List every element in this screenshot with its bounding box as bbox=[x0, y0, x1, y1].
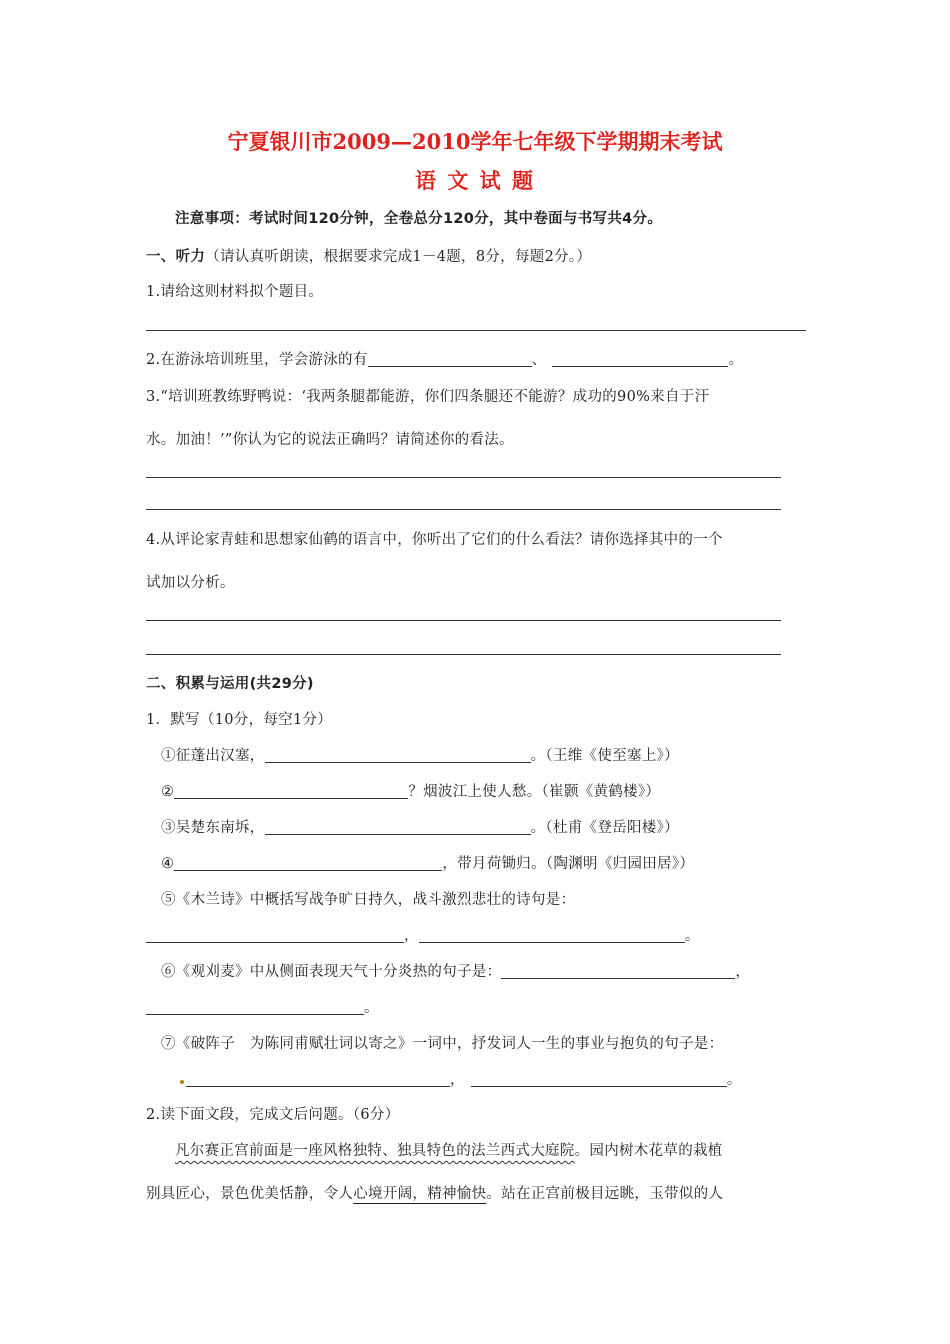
q2-end: 。 bbox=[728, 352, 744, 368]
item4-blank[interactable] bbox=[174, 856, 442, 871]
answer-line-q3-2[interactable] bbox=[146, 509, 781, 510]
question-4-line2: 试加以分析。 bbox=[146, 575, 235, 591]
passage-line-1 bbox=[175, 1139, 723, 1160]
answer-line-q4-2[interactable] bbox=[146, 654, 781, 655]
item7-blank-1[interactable] bbox=[186, 1072, 450, 1087]
item1-source: 。（王维《使至塞上》） bbox=[530, 748, 679, 764]
item5-blank-1[interactable] bbox=[146, 928, 404, 943]
reading-question-title: 2.读下面文段，完成文后问题。（6分） bbox=[146, 1107, 400, 1123]
dictation-title: 1．默写（10分，每空1分） bbox=[146, 712, 333, 728]
item2-num: ② bbox=[161, 784, 175, 800]
item7-sep: ， bbox=[450, 1072, 465, 1088]
dictation-item-2 bbox=[161, 780, 660, 801]
item1-text: ①征蓬出汉塞， bbox=[161, 748, 265, 764]
notice-label: 注意事项： bbox=[175, 211, 249, 227]
passage-line2-start: 别具匠心，景色优美恬静，令人 bbox=[146, 1186, 354, 1202]
item6-sep: ， bbox=[735, 964, 751, 980]
dictation-item-4 bbox=[161, 852, 694, 873]
passage-underlined-phrase: 心境开阔，精神愉快 bbox=[353, 1186, 487, 1202]
item7-blank-2[interactable] bbox=[471, 1072, 727, 1087]
section1-heading-line bbox=[146, 245, 591, 266]
item2-blank[interactable] bbox=[174, 784, 408, 799]
passage-line-2 bbox=[146, 1182, 723, 1203]
dictation-item-7: ⑦《破阵子 为陈同甫赋壮词以寄之》一词中，抒发词人一生的事业与抱负的句子是： bbox=[161, 1036, 724, 1052]
dictation-item-3 bbox=[161, 816, 679, 837]
item3-source: 。（杜甫《登岳阳楼》） bbox=[530, 820, 679, 836]
section1-note: （请认真听朗读，根据要求完成1－4题，8分，每题2分。） bbox=[205, 249, 592, 265]
ink-dot-mark bbox=[180, 1080, 184, 1084]
item6-blank-1[interactable] bbox=[501, 964, 735, 979]
q2-blank-1[interactable] bbox=[368, 352, 532, 367]
section1-heading: 一、听力 bbox=[146, 249, 206, 265]
question-3-line2: 水。加油！’”你认为它的说法正确吗？请简述你的看法。 bbox=[146, 432, 514, 448]
question-2 bbox=[146, 348, 743, 369]
dictation-item-1 bbox=[161, 744, 679, 765]
exam-title: 宁夏银川市2009—2010学年七年级下学期期末考试 bbox=[227, 129, 723, 154]
question-4-line1: 4.从评论家青蛙和思想家仙鹤的语言中，你听出了它们的什么看法？请你选择其中的一个 bbox=[146, 532, 723, 548]
item4-num: ④ bbox=[161, 856, 175, 872]
item5-sep: ， bbox=[404, 928, 419, 944]
item1-blank[interactable] bbox=[265, 748, 531, 763]
item7-end: 。 bbox=[726, 1072, 742, 1088]
item6-blank-2[interactable] bbox=[146, 1000, 364, 1015]
answer-line-q4-1[interactable] bbox=[146, 620, 781, 621]
notice bbox=[175, 207, 662, 228]
item5-blank-2[interactable] bbox=[419, 928, 685, 943]
item7-answer-line bbox=[180, 1068, 742, 1089]
item3-text: ③吴楚东南坼， bbox=[161, 820, 265, 836]
item6-end: 。 bbox=[364, 1000, 379, 1016]
answer-line-q1[interactable] bbox=[146, 330, 806, 331]
dictation-item-6 bbox=[161, 960, 750, 981]
question-1: 1.请给这则材料拟个题目。 bbox=[146, 284, 324, 300]
item4-source: ，带月荷锄归。（陶渊明《归园田居》） bbox=[442, 856, 695, 872]
item2-source: ？烟波江上使人愁。（崔颢《黄鹤楼》） bbox=[408, 784, 661, 800]
item6-answer-line bbox=[146, 996, 379, 1017]
question-3-line1: 3.“培训班教练野鸭说：‘我两条腿都能游，你们四条腿还不能游？成功的90%来自于汗 bbox=[146, 389, 710, 405]
q2-blank-2[interactable] bbox=[552, 352, 728, 367]
dictation-item-5: ⑤《木兰诗》中概括写战争旷日持久，战斗激烈悲壮的诗句是： bbox=[161, 892, 576, 908]
exam-subtitle: 语 文 试 题 bbox=[415, 168, 535, 193]
passage-wavy-sentence: 凡尔赛正宫前面是一座风格独特、独具特色的法兰西式大庭院 bbox=[175, 1143, 575, 1159]
passage-line2-rest: 。站在正宫前极目远眺，玉带似的人 bbox=[486, 1186, 724, 1202]
answer-line-q3-1[interactable] bbox=[146, 477, 781, 478]
item3-blank[interactable] bbox=[265, 820, 531, 835]
passage-line1-rest: 。园内树木花草的栽植 bbox=[574, 1143, 723, 1159]
item5-answer-line bbox=[146, 924, 700, 945]
notice-text: 考试时间120分钟，全卷总分120分，其中卷面与书写共4分。 bbox=[249, 211, 663, 227]
q2-text: 2.在游泳培训班里，学会游泳的有 bbox=[146, 352, 368, 368]
item5-end: 。 bbox=[684, 928, 700, 944]
section2-heading: 二、积累与运用(共29分) bbox=[146, 676, 314, 692]
q2-sep: 、 bbox=[531, 352, 547, 368]
item6-text: ⑥《观刈麦》中从侧面表现天气十分炎热的句子是： bbox=[161, 964, 502, 980]
